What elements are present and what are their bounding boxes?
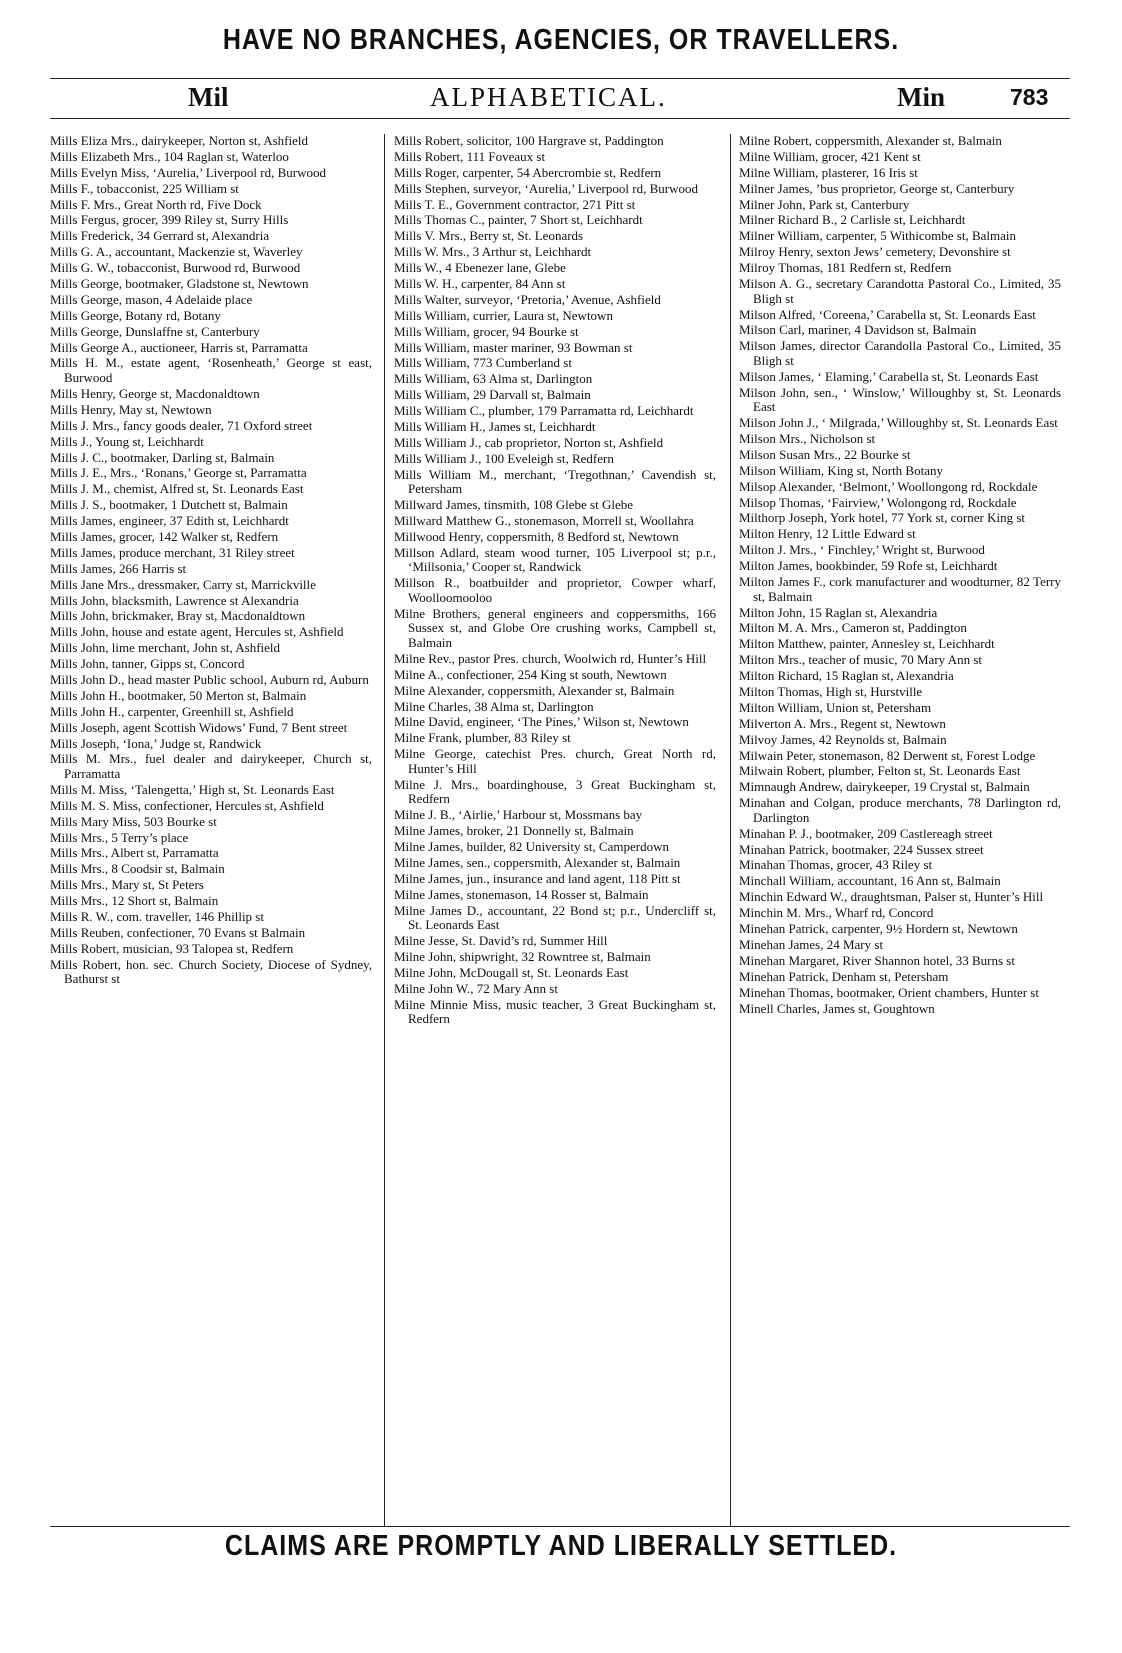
- directory-entry: Milne Brothers, general engineers and coppersmiths, 166 Sussex st, and Globe Ore crushing works, Campbell st, Balmain: [394, 605, 716, 651]
- directory-entry: Mills R. W., com. traveller, 146 Phillip st: [50, 909, 264, 925]
- directory-entry: Milne Alexander, coppersmith, Alexander st, Balmain: [394, 682, 675, 698]
- directory-entry: Minell Charles, James st, Goughtown: [739, 1000, 935, 1016]
- directory-column-1: [50, 134, 372, 1524]
- directory-entry: Millward Matthew G., stonemason, Morrell st, Woollahra: [394, 513, 694, 529]
- directory-entry: Milson William, King st, North Botany: [739, 462, 943, 478]
- directory-entry: Millward James, tinsmith, 108 Glebe st Glebe: [394, 497, 634, 513]
- directory-entry: Mills Mrs., 8 Coodsir st, Balmain: [50, 861, 225, 877]
- directory-entry: Mills George, mason, 4 Adelaide place: [50, 291, 253, 307]
- directory-entry: Mills Joseph, ‘Iona,’ Judge st, Randwick: [50, 735, 262, 751]
- directory-entry: Mills John, lime merchant, John st, Ashfield: [50, 640, 281, 656]
- directory-column-2: [394, 134, 716, 1524]
- directory-entry: Milton James F., cork manufacturer and woodturner, 82 Terry st, Balmain: [739, 574, 1061, 604]
- directory-entry: Mills William, master mariner, 93 Bowman st: [394, 339, 633, 355]
- directory-entry: Milton Mrs., teacher of music, 70 Mary Ann st: [739, 652, 982, 668]
- directory-entry: Mills F. Mrs., Great North rd, Five Dock: [50, 196, 262, 212]
- directory-entry: Mills William, 63 Alma st, Darlington: [394, 371, 593, 387]
- header-rule-top: [50, 78, 1070, 79]
- directory-entry: Mills William J., 100 Eveleigh st, Redfern: [394, 450, 614, 466]
- directory-entry: Mills William, currier, Laura st, Newtown: [394, 307, 613, 323]
- directory-entry: Milne J. B., ‘Airlie,’ Harbour st, Mossmans bay: [394, 807, 643, 823]
- directory-entry: Milne Frank, plumber, 83 Riley st: [394, 730, 571, 746]
- page-number: 783: [1010, 84, 1049, 110]
- directory-entry: Mills Henry, George st, Macdonaldtown: [50, 385, 260, 401]
- directory-entry: Mills Fergus, grocer, 399 Riley st, Surry Hills: [50, 212, 289, 228]
- directory-entry: Mills F., tobacconist, 225 William st: [50, 180, 239, 196]
- directory-entry: Milne James D., accountant, 22 Bond st; p.r., Undercliff st, St. Leonards East: [394, 902, 716, 933]
- page-header: [50, 82, 1070, 114]
- directory-entry: Mills J. C., bootmaker, Darling st, Balmain: [50, 449, 275, 465]
- directory-entry: Milson James, ‘ Elaming,’ Carabella st, St. Leonards East: [739, 368, 1039, 384]
- directory-entry: Mills Evelyn Miss, ‘Aurelia,’ Liverpool rd, Burwood: [50, 164, 326, 180]
- directory-entry: Mills William J., cab proprietor, Norton st, Ashfield: [394, 434, 664, 450]
- directory-entry: Mimnaugh Andrew, dairykeeper, 19 Crystal st, Balmain: [739, 779, 1030, 795]
- directory-entry: Mills Mrs., Mary st, St Peters: [50, 877, 204, 893]
- directory-entry: Mills Robert, solicitor, 100 Hargrave st, Paddington: [394, 134, 664, 148]
- directory-entry: Minehan Patrick, carpenter, 9½ Hordern st, Newtown: [739, 921, 1018, 937]
- directory-entry: Minehan James, 24 Mary st: [739, 936, 884, 952]
- directory-entry: Mills W., 4 Ebenezer lane, Glebe: [394, 260, 566, 276]
- directory-entry: Mills J. E., Mrs., ‘Ronans,’ George st, Parramatta: [50, 465, 307, 481]
- directory-entry: Mills William, grocer, 94 Bourke st: [394, 323, 579, 339]
- directory-entry: Minehan Margaret, River Shannon hotel, 33 Burns st: [739, 952, 1015, 968]
- directory-entry: Milton Matthew, painter, Annesley st, Leichhardt: [739, 636, 995, 652]
- directory-entry: Mills Mary Miss, 503 Bourke st: [50, 813, 217, 829]
- directory-entry: Milson Mrs., Nicholson st: [739, 431, 876, 447]
- directory-entry: Millwood Henry, coppersmith, 8 Bedford st, Newtown: [394, 528, 679, 544]
- directory-entry: Mills John D., head master Public school, Auburn rd, Auburn: [50, 671, 369, 687]
- directory-entry: Minchin M. Mrs., Wharf rd, Concord: [739, 905, 934, 921]
- directory-entry: Milne James, stonemason, 14 Rosser st, Balmain: [394, 886, 649, 902]
- directory-entry: Milson Carl, mariner, 4 Davidson st, Balmain: [739, 322, 977, 338]
- directory-entry: Milton Thomas, High st, Hurstville: [739, 683, 923, 699]
- directory-entry: Millson Adlard, steam wood turner, 105 Liverpool st; p.r., ‘Millsonia,’ Cooper st, Randwick: [394, 544, 716, 575]
- header-guide-left: Mil: [188, 82, 229, 112]
- directory-entry: Mills Robert, hon. sec. Church Society, Diocese of Sydney, Bathurst st: [50, 956, 372, 987]
- directory-entry: Milwain Robert, plumber, Felton st, St. Leonards East: [739, 763, 1021, 779]
- directory-entry: Milroy Henry, sexton Jews’ cemetery, Devonshire st: [739, 244, 1011, 260]
- directory-entry: Milton J. Mrs., ‘ Finchley,’ Wright st, Burwood: [739, 542, 985, 558]
- directory-entry: Mills G. W., tobacconist, Burwood rd, Burwood: [50, 260, 301, 276]
- directory-entry: Mills Joseph, agent Scottish Widows’ Fund, 7 Bent street: [50, 719, 348, 735]
- header-guide-right: Min: [897, 82, 946, 112]
- directory-entry: Mills William H., James st, Leichhardt: [394, 419, 596, 435]
- directory-column-3: [739, 134, 1061, 1524]
- directory-entry: Milton Henry, 12 Little Edward st: [739, 526, 916, 542]
- directory-entry: Mills H. M., estate agent, ‘Rosenheath,’ George st east, Burwood: [50, 355, 372, 386]
- directory-entry: Milton William, Union st, Petersham: [739, 699, 932, 715]
- directory-entry: Mills William M., merchant, ‘Tregothnan,’ Cavendish st, Petersham: [394, 466, 716, 497]
- directory-entry: Milton Richard, 15 Raglan st, Alexandria: [739, 668, 954, 684]
- directory-entry: Mills M. S. Miss, confectioner, Hercules st, Ashfield: [50, 797, 324, 813]
- directory-entry: Mills John, tanner, Gipps st, Concord: [50, 656, 245, 672]
- directory-entry: Mills George, bootmaker, Gladstone st, Newtown: [50, 276, 309, 292]
- directory-entry: Milne Jesse, St. David’s rd, Summer Hill: [394, 933, 608, 949]
- header-rule-bottom: [50, 118, 1070, 119]
- directory-entry: Mills John, brickmaker, Bray st, Macdonaldtown: [50, 608, 306, 624]
- directory-entry: Mills John, house and estate agent, Hercules st, Ashfield: [50, 624, 344, 640]
- directory-entry: Mills John H., carpenter, Greenhill st, Ashfield: [50, 703, 294, 719]
- directory-entry: Minchin Edward W., draughtsman, Palser st, Hunter’s Hill: [739, 889, 1044, 905]
- directory-entry: Mills Eliza Mrs., dairykeeper, Norton st, Ashfield: [50, 134, 308, 148]
- directory-entry: Milne William, grocer, 421 Kent st: [739, 148, 921, 164]
- directory-entry: Mills J., Young st, Leichhardt: [50, 433, 204, 449]
- directory-entry: Milne James, sen., coppersmith, Alexander st, Balmain: [394, 854, 681, 870]
- directory-entry: Milne Charles, 38 Alma st, Darlington: [394, 698, 594, 714]
- directory-entry: Minahan Patrick, bootmaker, 224 Sussex street: [739, 841, 984, 857]
- directory-entry: Milne John, shipwright, 32 Rowntree st, Balmain: [394, 948, 651, 964]
- directory-entry: Milton James, bookbinder, 59 Rofe st, Leichhardt: [739, 558, 998, 574]
- directory-entry: Mills James, produce merchant, 31 Riley street: [50, 544, 295, 560]
- directory-entry: Mills Henry, May st, Newtown: [50, 401, 212, 417]
- directory-entry: Mills George, Dunslaffne st, Canterbury: [50, 323, 260, 339]
- directory-entry: Milson Alfred, ‘Coreena,’ Carabella st, St. Leonards East: [739, 306, 1036, 322]
- directory-entry: Mills Roger, carpenter, 54 Abercrombie st, Redfern: [394, 164, 662, 180]
- directory-entry: Milthorp Joseph, York hotel, 77 York st, corner King st: [739, 510, 1026, 526]
- directory-entry: Mills William C., plumber, 179 Parramatta rd, Leichhardt: [394, 403, 694, 419]
- directory-entry: Millson R., boatbuilder and proprietor, Cowper wharf, Woolloomooloo: [394, 575, 716, 605]
- directory-entry: Mills Elizabeth Mrs., 104 Raglan st, Waterloo: [50, 148, 289, 164]
- directory-entry: Milne Rev., pastor Pres. church, Woolwich rd, Hunter’s Hill: [394, 650, 707, 666]
- directory-entry: Mills James, grocer, 142 Walker st, Redfern: [50, 528, 279, 544]
- directory-entry: Milson John, sen., ‘ Winslow,’ Willoughby st, St. Leonards East: [739, 384, 1061, 415]
- directory-entry: Milson James, director Carandolla Pastoral Co., Limited, 35 Bligh st: [739, 338, 1061, 368]
- directory-entry: Mills J. Mrs., fancy goods dealer, 71 Oxford street: [50, 417, 313, 433]
- directory-entry: Mills W. H., carpenter, 84 Ann st: [394, 276, 566, 292]
- directory-entry: Milne George, catechist Pres. church, Great North rd, Hunter’s Hill: [394, 746, 716, 776]
- directory-entry: Milsop Thomas, ‘Fairview,’ Wolongong rd, Rockdale: [739, 494, 1017, 510]
- directory-entry: Mills Thomas C., painter, 7 Short st, Leichhardt: [394, 212, 643, 228]
- directory-entry: Mills William, 29 Darvall st, Balmain: [394, 387, 591, 403]
- directory-entry: Mills James, engineer, 37 Edith st, Leichhardt: [50, 513, 289, 529]
- directory-entry: Milton John, 15 Raglan st, Alexandria: [739, 604, 938, 620]
- directory-entry: Mills V. Mrs., Berry st, St. Leonards: [394, 228, 584, 244]
- directory-entry: Mills William, 773 Cumberland st: [394, 355, 572, 371]
- directory-entry: Milson John J., ‘ Milgrada,’ Willoughby st, St. Leonards East: [739, 415, 1058, 431]
- directory-entry: Milne Robert, coppersmith, Alexander st, Balmain: [739, 134, 1002, 148]
- directory-entry: Mills Reuben, confectioner, 70 Evans st Balmain: [50, 924, 306, 940]
- directory-entry: Mills George, Botany rd, Botany: [50, 307, 221, 323]
- directory-entry: Mills George A., auctioneer, Harris st, Parramatta: [50, 339, 308, 355]
- directory-entry: Milne John W., 72 Mary Ann st: [394, 980, 558, 996]
- directory-entry: Milne James, broker, 21 Donnelly st, Balmain: [394, 823, 634, 839]
- directory-entry: Milne James, jun., insurance and land agent, 118 Pitt st: [394, 870, 681, 886]
- directory-entry: Mills John H., bootmaker, 50 Merton st, Balmain: [50, 687, 307, 703]
- directory-entry: Minahan and Colgan, produce merchants, 78 Darlington rd, Darlington: [739, 795, 1061, 825]
- column-divider: [730, 134, 731, 1526]
- directory-entry: Minehan Patrick, Denham st, Petersham: [739, 968, 949, 984]
- directory-entry: Milner James, ’bus proprietor, George st, Canterbury: [739, 180, 1015, 196]
- directory-entry: Mills Mrs., Albert st, Parramatta: [50, 845, 219, 861]
- directory-entry: Mills M. Mrs., fuel dealer and dairykeeper, Church st, Parramatta: [50, 751, 372, 782]
- directory-entry: Mills Mrs., 5 Terry’s place: [50, 829, 189, 845]
- directory-entry: Mills Robert, 111 Foveaux st: [394, 148, 546, 164]
- directory-entry: Mills T. E., Government contractor, 271 Pitt st: [394, 196, 636, 212]
- directory-entry: Milne Minnie Miss, music teacher, 3 Great Buckingham st, Redfern: [394, 996, 716, 1027]
- directory-entry: Mills Frederick, 34 Gerrard st, Alexandria: [50, 228, 270, 244]
- directory-entry: Mills W. Mrs., 3 Arthur st, Leichhardt: [394, 244, 592, 260]
- directory-entry: Milne James, builder, 82 University st, Camperdown: [394, 839, 669, 854]
- header-section-title: ALPHABETICAL.: [430, 82, 667, 112]
- directory-entry: Milwain Peter, stonemason, 82 Derwent st, Forest Lodge: [739, 747, 1036, 763]
- directory-entry: Mills J. M., chemist, Alfred st, St. Leonards East: [50, 481, 304, 497]
- directory-entry: Milner Richard B., 2 Carlisle st, Leichhardt: [739, 212, 966, 228]
- directory-entry: Milton M. A. Mrs., Cameron st, Paddington: [739, 620, 967, 636]
- directory-entry: Milner William, carpenter, 5 Withicombe st, Balmain: [739, 228, 1017, 244]
- directory-entry: Mills M. Miss, ‘Talengetta,’ High st, St. Leonards East: [50, 781, 335, 797]
- directory-entry: Mills John, blacksmith, Lawrence st Alexandria: [50, 592, 299, 608]
- directory-columns: [50, 134, 1070, 1524]
- directory-entry: Mills Jane Mrs., dressmaker, Carry st, Marrickville: [50, 576, 316, 592]
- directory-entry: Milroy Thomas, 181 Redfern st, Redfern: [739, 260, 952, 276]
- directory-entry: Mills Stephen, surveyor, ‘Aurelia,’ Liverpool rd, Burwood: [394, 180, 698, 196]
- footer-rule: [50, 1526, 1070, 1527]
- directory-entry: Milne David, engineer, ‘The Pines,’ Wilson st, Newtown: [394, 714, 689, 730]
- directory-entry: Milne J. Mrs., boardinghouse, 3 Great Buckingham st, Redfern: [394, 776, 716, 807]
- directory-entry: Minchall William, accountant, 16 Ann st, Balmain: [739, 873, 1001, 889]
- directory-entry: Milne A., confectioner, 254 King st south, Newtown: [394, 666, 667, 682]
- directory-entry: Milson A. G., secretary Carandotta Pastoral Co., Limited, 35 Bligh st: [739, 276, 1061, 306]
- bottom-banner: CLAIMS ARE PROMPTLY AND LIBERALLY SETTLED.: [224, 1529, 898, 1563]
- directory-entry: Milner John, Park st, Canterbury: [739, 196, 910, 212]
- directory-entry: Milson Susan Mrs., 22 Bourke st: [739, 446, 911, 462]
- directory-entry: Mills Mrs., 12 Short st, Balmain: [50, 893, 219, 909]
- directory-entry: Milvoy James, 42 Reynolds st, Balmain: [739, 731, 947, 747]
- directory-entry: Minahan Thomas, grocer, 43 Riley st: [739, 857, 933, 873]
- directory-entry: Mills Robert, musician, 93 Talopea st, Redfern: [50, 940, 294, 956]
- directory-entry: Milne William, plasterer, 16 Iris st: [739, 164, 918, 180]
- directory-entry: Milverton A. Mrs., Regent st, Newtown: [739, 715, 946, 731]
- directory-entry: Milsop Alexander, ‘Belmont,’ Woollongong rd, Rockdale: [739, 478, 1038, 494]
- directory-entry: Minehan Thomas, bootmaker, Orient chambers, Hunter st: [739, 984, 1039, 1000]
- column-divider: [384, 134, 385, 1526]
- directory-entry: Mills J. S., bootmaker, 1 Dutchett st, Balmain: [50, 497, 288, 513]
- directory-entry: Milne John, McDougall st, St. Leonards East: [394, 964, 629, 980]
- directory-entry: Mills G. A., accountant, Mackenzie st, Waverley: [50, 244, 303, 260]
- directory-entry: Mills James, 266 Harris st: [50, 560, 187, 576]
- directory-entry: Mills Walter, surveyor, ‘Pretoria,’ Avenue, Ashfield: [394, 291, 661, 307]
- top-banner: HAVE NO BRANCHES, AGENCIES, OR TRAVELLERS.: [222, 23, 900, 57]
- directory-entry: Minahan P. J., bootmaker, 209 Castlereagh street: [739, 825, 993, 841]
